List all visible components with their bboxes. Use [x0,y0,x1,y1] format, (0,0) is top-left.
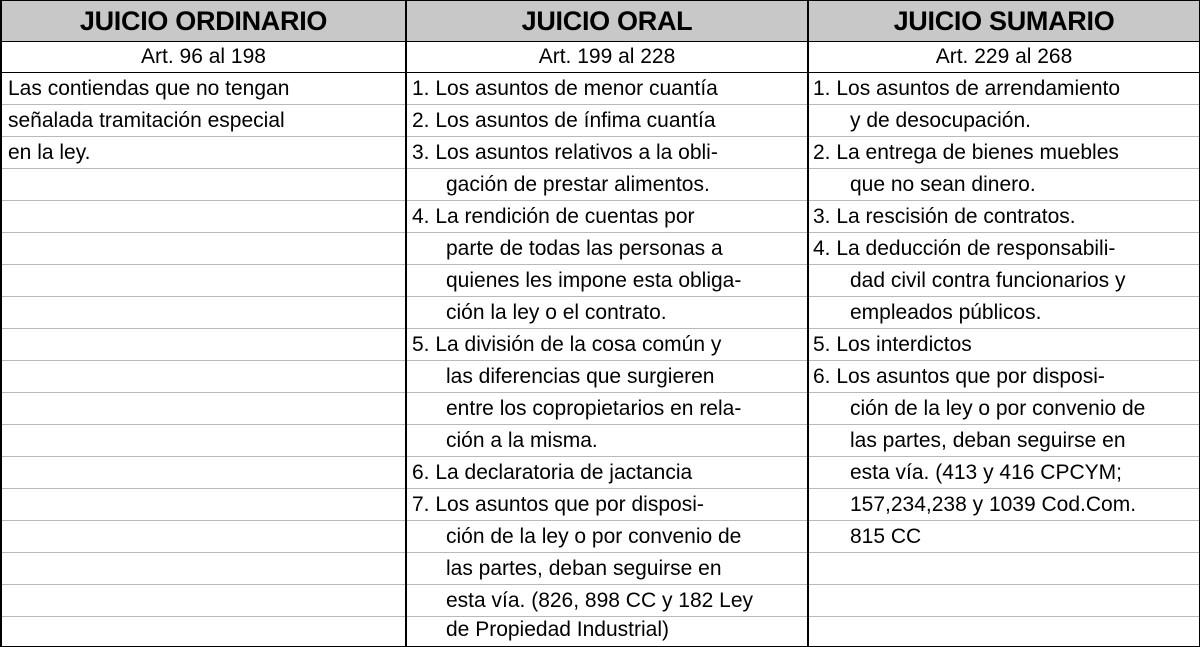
row-separator [2,552,405,553]
list-item: 3. Los asuntos relativos a la obli- [412,141,718,164]
list-item: esta vía. (413 y 416 CPCYM; [850,461,1122,484]
list-item: las diferencias que surgieren [446,365,715,388]
column-header-ordinario: JUICIO ORDINARIO [2,1,405,41]
list-item: esta vía. (826, 898 CC y 182 Ley [446,589,754,612]
row-separator [2,520,405,521]
list-item: gación de prestar alimentos. [446,173,710,196]
list-item: 1. Los asuntos de arrendamiento [813,77,1121,100]
list-item: 1. Los asuntos de menor cuantía [412,77,718,100]
list-item: 3. La rescisión de contratos. [813,205,1076,228]
row-separator [2,392,405,393]
row-separator [2,264,405,265]
list-item: parte de todas las personas a [446,237,723,260]
list-item: empleados públicos. [850,301,1042,324]
column-divider [405,0,407,647]
list-item: ción a la misma. [446,429,598,452]
row-separator [2,456,405,457]
list-item: las partes, deban seguirse en [850,429,1126,452]
column-divider [807,0,809,647]
list-item: 815 CC [850,525,922,548]
list-item: 157,234,238 y 1039 Cod.Com. [850,493,1137,516]
row-separator [2,328,405,329]
row-separator [2,616,405,617]
row-separator [2,424,405,425]
row-separator [2,296,405,297]
header-divider [0,41,1200,42]
column-header-oral: JUICIO ORAL [407,1,807,41]
list-item: de Propiedad Industrial) [446,618,669,641]
articles-oral: Art. 199 al 228 [538,45,676,68]
list-item: las partes, deban seguirse en [446,557,722,580]
list-item: dad civil contra funcionarios y [850,269,1126,292]
row-separator [2,584,405,585]
list-item: entre los copropietarios en rela- [446,397,742,420]
column-header-sumario: JUICIO SUMARIO [809,1,1199,41]
row-separator [2,488,405,489]
list-item: 6. La declaratoria de jactancia [412,461,693,484]
list-item: 6. Los asuntos que por disposi- [813,365,1105,388]
list-item: señalada tramitación especial [8,109,285,132]
list-item: ción la ley o el contrato. [446,301,667,324]
row-separator [809,584,1199,585]
list-item: 4. La rendición de cuentas por [412,205,695,228]
list-item: 5. La división de la cosa común y [412,333,722,356]
articles-sumario: Art. 229 al 268 [935,45,1073,68]
list-item: que no sean dinero. [850,173,1036,196]
list-item: 7. Los asuntos que por disposi- [412,493,704,516]
list-item: ción de la ley o por convenio de [850,397,1146,420]
row-separator [2,360,405,361]
list-item: y de desocupación. [850,109,1031,132]
list-item: en la ley. [8,141,91,164]
list-item: ción de la ley o por convenio de [446,525,742,548]
list-item: 4. La deducción de responsabili- [813,237,1116,260]
list-item: quienes les impone esta obliga- [446,269,742,292]
row-separator [2,232,405,233]
list-item: 2. Los asuntos de ínfima cuantía [412,109,716,132]
row-separator [2,200,405,201]
list-item: 5. Los interdictos [813,333,972,356]
list-item: 2. La entrega de bienes muebles [813,141,1119,164]
row-separator [809,616,1199,617]
articles-ordinario: Art. 96 al 198 [141,45,266,68]
list-item: Las contiendas que no tengan [8,77,290,100]
